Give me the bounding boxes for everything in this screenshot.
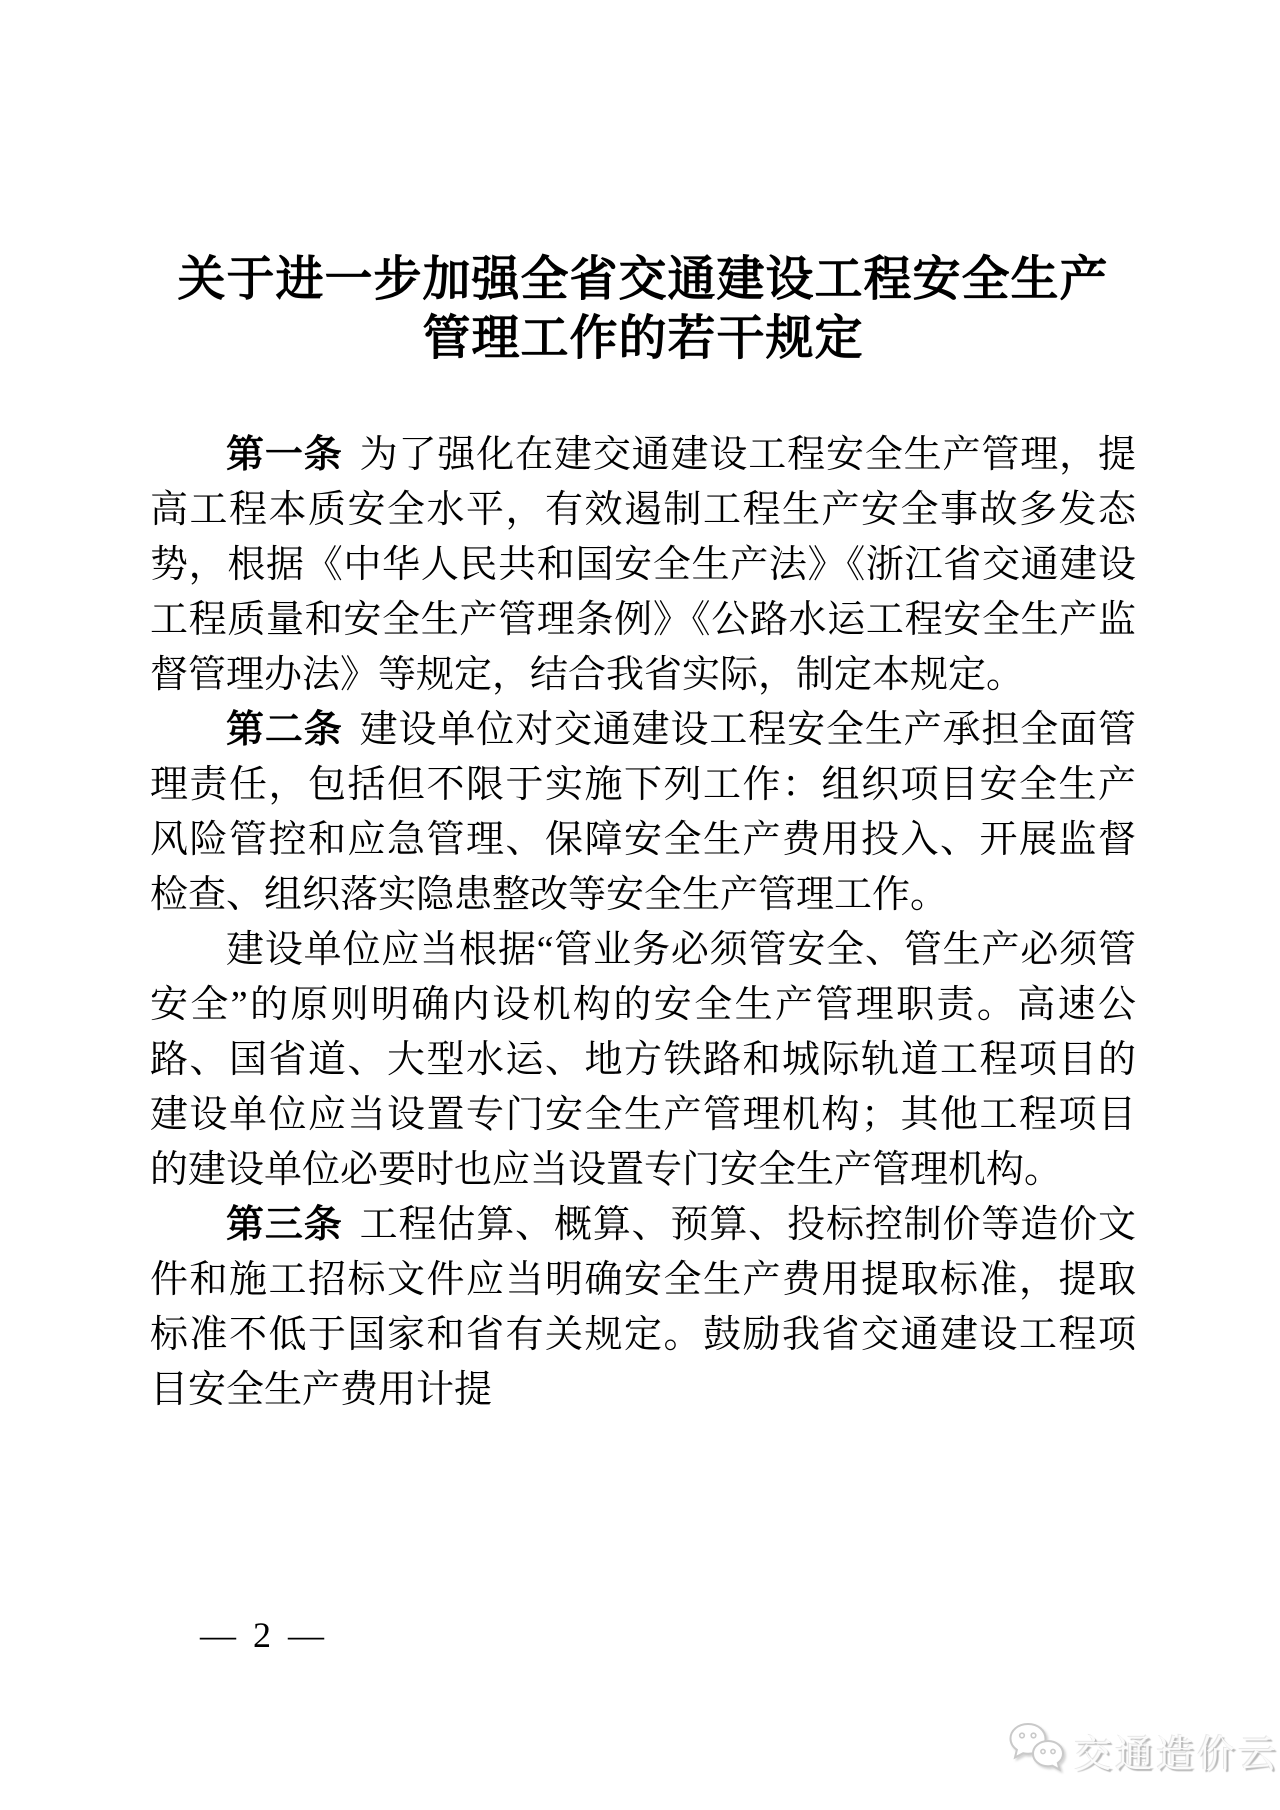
paragraph-text: 工程估算、概算、预算、投标控制价等造价文件和施工招标文件应当明确安全生产费用提取标准，提取标准不低于国家和省有关规定。鼓励我省交通建设工程项目安全生产费用计提 — [150, 1204, 1136, 1411]
title-line-2: 管理工作的若干规定 — [422, 312, 864, 365]
paragraph-article-3 — [150, 1198, 1136, 1418]
article-number: 第二条 — [226, 709, 343, 751]
paragraph-text: 建设单位应当根据“管业务必须管安全、管生产必须管安全”的原则明确内设机构的安全生产管理职责。高速公路、国省道、大型水运、地方铁路和城际轨道工程项目的建设单位应当设置专门安全生产管理机构；其他工程项目的建设单位必要时也应当设置专门安全生产管理机构。 — [150, 929, 1136, 1191]
document-page — [150, 0, 1136, 1418]
document-body — [150, 428, 1136, 1418]
paragraph-text: 建设单位对交通建设工程安全生产承担全面管理责任，包括但不限于实施下列工作：组织项目安全生产风险管控和应急管理、保障安全生产费用投入、开展监督检查、组织落实隐患整改等安全生产管理工作。 — [150, 709, 1136, 916]
wechat-icon — [1008, 1722, 1066, 1779]
watermark-label: 交通造价云 — [1074, 1734, 1280, 1776]
title-line-1: 关于进一步加强全省交通建设工程安全生产 — [177, 253, 1109, 306]
watermark — [1008, 1722, 1279, 1779]
paragraph-text: 为了强化在建交通建设工程安全生产管理，提高工程本质安全水平，有效遏制工程生产安全事故多发态势，根据《中华人民共和国安全生产法》《浙江省交通建设工程质量和安全生产管理条例》《公路水运工程安全生产监督管理办法》等规定，结合我省实际，制定本规定。 — [150, 434, 1136, 696]
paragraph-article-1 — [150, 428, 1136, 703]
document-title — [150, 250, 1136, 368]
paragraph-article-2-continuation — [150, 923, 1136, 1198]
paragraph-article-2 — [150, 703, 1136, 923]
article-number: 第一条 — [226, 434, 343, 476]
page-number: — 2 — — [200, 1615, 328, 1655]
article-number: 第三条 — [226, 1204, 343, 1246]
